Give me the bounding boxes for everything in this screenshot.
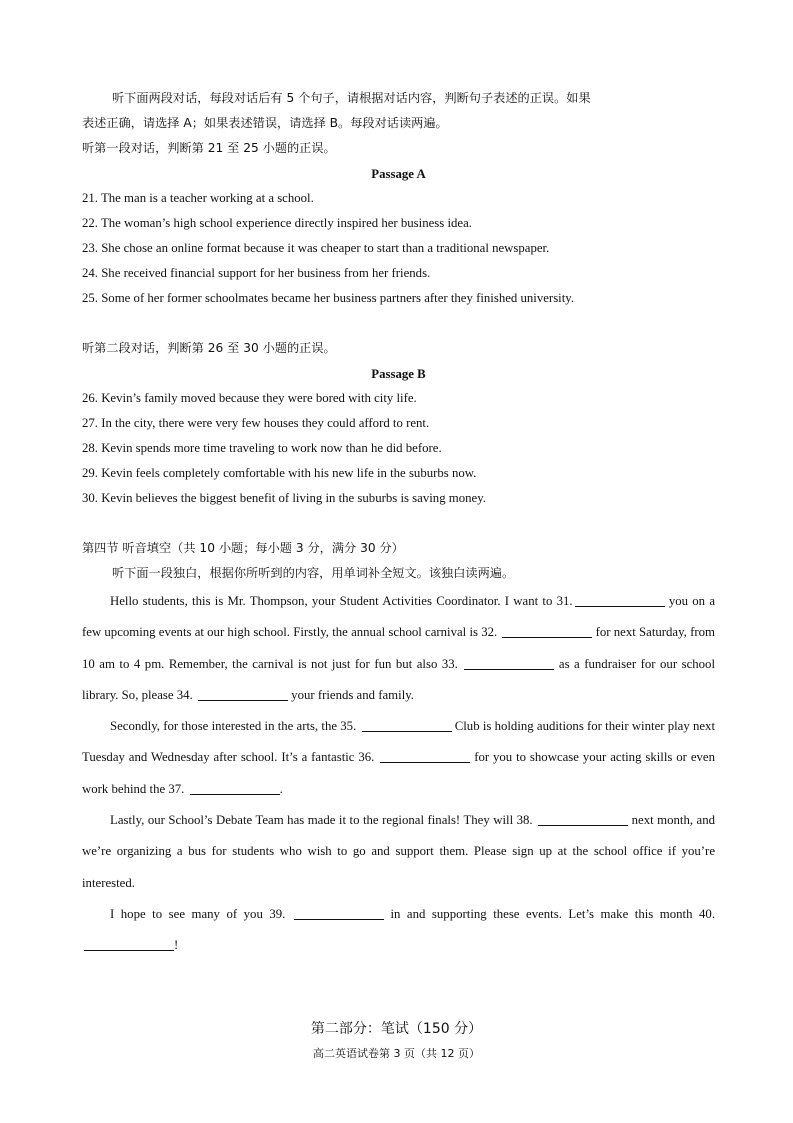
monologue-text: your friends and family. bbox=[291, 687, 415, 702]
monologue-paragraph-4 bbox=[82, 899, 715, 962]
answer-blank-34[interactable] bbox=[198, 688, 288, 701]
question-26: 26. Kevin’s family moved because they were bored with city life. bbox=[82, 391, 417, 405]
monologue-text: Lastly, our School’s Debate Team has made it to the regional finals! They will 38. bbox=[110, 813, 533, 827]
monologue-text: Secondly, for those interested in the arts, the 35. bbox=[110, 719, 357, 733]
monologue-paragraph-3 bbox=[82, 805, 715, 899]
monologue-text: next month, and we’re organizing a bus for students who wish to go and support them. Please sign up at the school office if you’re interested. bbox=[82, 813, 716, 890]
answer-blank-32[interactable] bbox=[502, 625, 592, 638]
passage-a-title: Passage A bbox=[371, 167, 426, 181]
answer-blank-38[interactable] bbox=[538, 813, 628, 826]
question-25: 25. Some of her former schoolmates became her business partners after they finished university. bbox=[82, 291, 575, 305]
question-23: 23. She chose an online format because it was cheaper to start than a traditional newspaper. bbox=[82, 241, 550, 255]
monologue-text: for next Saturday, from 10 am to 4 pm. Remember, the carnival is not just for fun but also 33. bbox=[82, 625, 715, 671]
question-21: 21. The man is a teacher working at a school. bbox=[82, 191, 314, 205]
answer-blank-31[interactable] bbox=[575, 594, 665, 607]
monologue-text: for you to showcase your acting skills or even work behind the 37. bbox=[82, 750, 715, 796]
answer-blank-40[interactable] bbox=[84, 938, 174, 951]
answer-blank-36[interactable] bbox=[380, 750, 470, 763]
passage-b-intro: 听第二段对话，判断第 26 至 30 小题的正误。 bbox=[82, 341, 336, 355]
monologue-paragraph-1 bbox=[82, 586, 715, 711]
question-27: 27. In the city, there were very few houses they could afford to rent. bbox=[82, 416, 430, 430]
answer-blank-35[interactable] bbox=[362, 719, 452, 732]
monologue-text: you on a few upcoming events at our high school. Firstly, the annual school carnival is 32. bbox=[82, 594, 715, 640]
question-30: 30. Kevin believes the biggest benefit of living in the suburbs is saving money. bbox=[82, 491, 486, 505]
passage-a-intro: 听第一段对话，判断第 21 至 25 小题的正误。 bbox=[82, 141, 336, 155]
section-4-heading: 第四节 听音填空（共 10 小题；每小题 3 分，满分 30 分） bbox=[82, 541, 404, 555]
answer-blank-33[interactable] bbox=[464, 657, 554, 670]
monologue-text: Hello students, this is Mr. Thompson, your Student Activities Coordinator. I want to 31. bbox=[110, 594, 573, 608]
question-24: 24. She received financial support for her business from her friends. bbox=[82, 266, 431, 280]
question-29: 29. Kevin feels completely comfortable with his new life in the suburbs now. bbox=[82, 466, 477, 480]
monologue-text: I hope to see many of you 39. bbox=[110, 907, 286, 921]
passage-b-title: Passage B bbox=[371, 367, 426, 381]
monologue-text: Club is holding auditions for their winter play next Tuesday and Wednesday after school. It’s a fantastic 36. bbox=[82, 719, 715, 765]
answer-blank-39[interactable] bbox=[294, 907, 384, 920]
instruction-line-1: 听下面两段对话，每段对话后有 5 个句子，请根据对话内容，判断句子表述的正误。如果 bbox=[112, 91, 591, 105]
question-22: 22. The woman’s high school experience directly inspired her business idea. bbox=[82, 216, 472, 230]
section-4-instruction: 听下面一段独白，根据你所听到的内容，用单词补全短文。该独白读两遍。 bbox=[112, 566, 515, 580]
monologue-text: ! bbox=[174, 938, 179, 953]
monologue-paragraph-2 bbox=[82, 711, 715, 805]
part-two-title: 第二部分：笔试（150 分） bbox=[310, 1021, 483, 1037]
monologue-text: in and supporting these events. Let’s make this month 40. bbox=[390, 907, 716, 921]
question-28: 28. Kevin spends more time traveling to work now than he did before. bbox=[82, 441, 442, 455]
monologue-text: as a fundraiser for our school library. So, please 34. bbox=[82, 656, 716, 702]
monologue-text: . bbox=[279, 781, 283, 796]
instruction-line-2: 表述正确，请选择 A；如果表述错误，请选择 B。每段对话读两遍。 bbox=[82, 116, 448, 130]
answer-blank-37[interactable] bbox=[190, 782, 280, 795]
page-number: 高二英语试卷第 3 页（共 12 页） bbox=[313, 1047, 480, 1060]
